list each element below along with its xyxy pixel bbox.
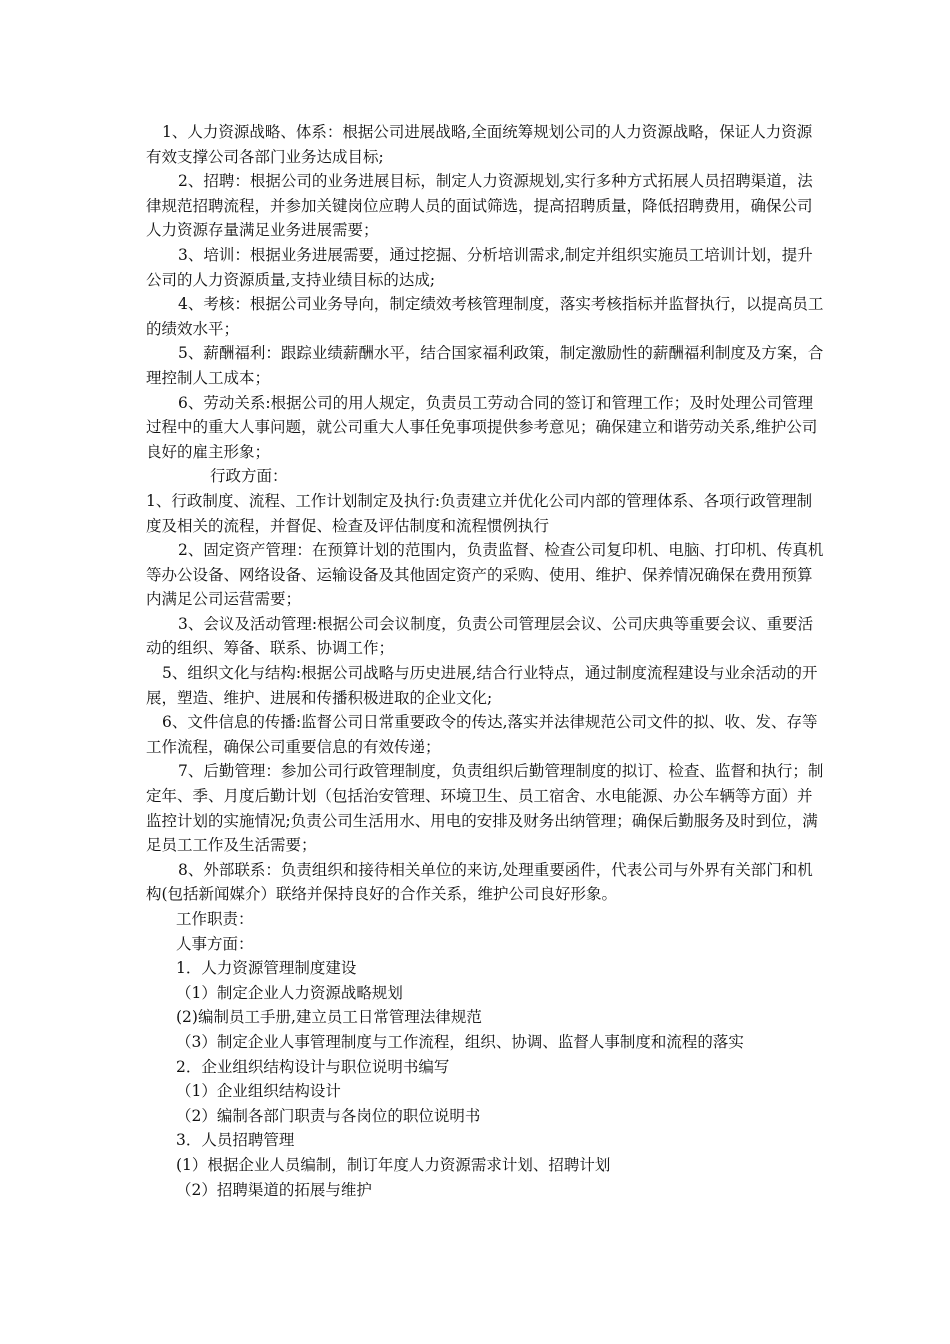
hr-item-4: 4、考核：根据公司业务导向，制定绩效考核管理制度，落实考核指标并监督执行，以提高员工的绩效水平； <box>146 295 824 338</box>
admin-item-8: 8、外部联系：负责组织和接待相关单位的来访,处理重要函件，代表公司与外界有关部门和机构(包括新闻媒介）联络并保持良好的合作关系，维护公司良好形象。 <box>146 860 813 904</box>
list-item: （1）企业组织结构设计 <box>176 1082 341 1101</box>
hr-item-3: 3、培训：根据业务进展需要，通过挖掘、分析培训需求,制定并组织实施员工培训计划，提升公司的人力资源质量,支持业绩目标的达成; <box>146 245 813 289</box>
admin-item-3: 3、会议及活动管理:根据公司会议制度，负责公司管理层会议、公司庆典等重要会议、重要活动的组织、筹备、联系、协调工作； <box>146 614 814 658</box>
hr-item-5: 5、薪酬福利：跟踪业绩薪酬水平，结合国家福利政策，制定激励性的薪酬福利制度及方案，合理控制人工成本； <box>146 344 824 387</box>
list-item: （1）制定企业人力资源战略规划 <box>176 983 403 1002</box>
hr-item-2: 2、招聘：根据公司的业务进展目标，制定人力资源规划,实行多种方式拓展人员招聘渠道，法律规范招聘流程，并参加关键岗位应聘人员的面试筛选，提高招聘质量，降低招聘费用，确保公司人力资源存量满足业务进展需要； <box>146 172 813 240</box>
list-item: （3）制定企业人事管理制度与工作流程，组织、协调、监督人事制度和流程的落实 <box>176 1032 744 1051</box>
list-item: （2）编制各部门职责与各岗位的职位说明书 <box>176 1106 481 1125</box>
hr-item-1: 1、人力资源战略、体系：根据公司进展战略,全面统筹规划公司的人力资源战略，保证人力资源有效支撑公司各部门业务达成目标; <box>146 123 813 166</box>
list-item: 2．企业组织结构设计与职位说明书编写 <box>176 1057 450 1076</box>
list-item: 1．人力资源管理制度建设 <box>176 959 357 978</box>
admin-item-6: 6、文件信息的传播:监督公司日常重要政令的传达,落实并法律规范公司文件的拟、收、发、存等工作流程，确保公司重要信息的有效传递； <box>146 713 818 756</box>
hr-heading: 人事方面： <box>176 934 254 953</box>
admin-item-2: 2、固定资产管理：在预算计划的范围内，负责监督、检查公司复印机、电脑、打印机、传真机等办公设备、网络设备、运输设备及其他固定资产的采购、使用、维护、保养情况确保在费用预算内满足公司运营需要； <box>146 541 824 609</box>
document-body <box>146 120 826 1202</box>
list-item: (1）根据企业人员编制，制订年度人力资源需求计划、招聘计划 <box>176 1155 611 1174</box>
admin-item-7: 7、后勤管理：参加公司行政管理制度，负责组织后勤管理制度的拟订、检查、监督和执行；制定年、季、月度后勤计划（包括治安管理、环境卫生、员工宿舍、水电能源、办公车辆等方面）并监控计划的实施情况;负责公司生活用水、用电的安排及财务出纳管理；确保后勤服务及时到位，满足员工工作及生活需要； <box>146 762 824 855</box>
duties-heading: 工作职责： <box>176 910 254 928</box>
list-item: (2)编制员工手册,建立员工日常管理法律规范 <box>176 1008 482 1027</box>
duty-section <box>146 907 826 1202</box>
admin-item-5: 5、组织文化与结构:根据公司战略与历史进展,结合行业特点，通过制度流程建设与业余活动的开展，塑造、维护、进展和传播积极进取的企业文化; <box>146 664 818 707</box>
list-item: 3．人员招聘管理 <box>176 1131 295 1150</box>
admin-item-1: 1、行政制度、流程、工作计划制定及执行:负责建立并优化公司内部的管理体系、各项行政管理制度及相关的流程，并督促、检查及评估制度和流程惯例执行 <box>146 491 813 535</box>
list-item: （2）招聘渠道的拓展与维护 <box>176 1180 372 1199</box>
hr-item-6: 6、劳动关系:根据公司的用人规定，负责员工劳动合同的签订和管理工作；及时处理公司管理过程中的重大人事问题，就公司重大人事任免事项提供参考意见；确保建立和谐劳动关系,维护公司良好的雇主形象； <box>146 393 818 461</box>
admin-heading: 行政方面： <box>210 467 288 486</box>
